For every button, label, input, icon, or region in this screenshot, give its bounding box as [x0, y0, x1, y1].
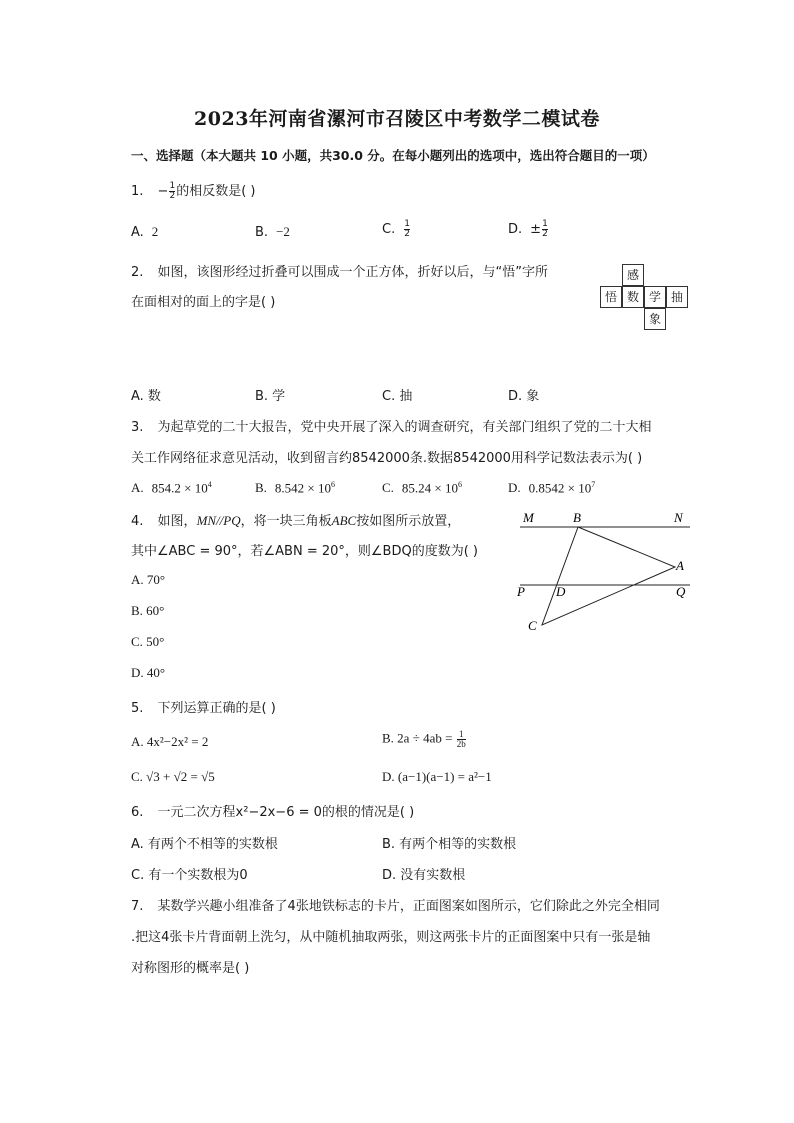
label-a: A — [676, 558, 684, 573]
q2-option-c[interactable]: C. 抽 — [382, 389, 413, 404]
q2-option-b[interactable]: B. 学 — [255, 389, 286, 404]
page-title: 2023年河南省漯河市召陵区中考数学二模试卷 — [194, 108, 600, 130]
question-text-line1: 某数学兴趣小组准备了4张地铁标志的卡片，正面图案如图所示，它们除此之外完全相同 — [157, 899, 660, 914]
q2-option-d[interactable]: D. 象 — [508, 389, 540, 404]
q6-option-a[interactable]: A. 有两个不相等的实数根 — [131, 837, 278, 852]
q5-option-d[interactable]: D. (a−1)(a−1) = a²−1 — [382, 769, 492, 784]
math-mn-pq: MN//PQ — [196, 513, 241, 528]
parallel-lines-triangle-figure — [510, 505, 700, 635]
label-m: M — [523, 510, 534, 525]
question-number: 7. — [131, 899, 144, 914]
question-2-line2: 在面相对的面上的字是( ) — [131, 295, 276, 310]
label-c: C — [528, 618, 537, 633]
question-2 — [131, 261, 548, 280]
q3-option-c[interactable]: C. $85.24 \times 10^6$ — [382, 480, 463, 496]
q4-option-c[interactable]: C. 50° — [131, 634, 165, 649]
label-n: N — [674, 510, 683, 525]
q4-option-b[interactable]: B. 60° — [131, 603, 165, 618]
question-number: 5. — [131, 701, 144, 716]
q2-option-a[interactable]: A. 数 — [131, 389, 161, 404]
question-text: 的相反数是( ) — [176, 184, 256, 199]
net-cell-mid: 数 — [622, 286, 644, 308]
q6-option-c[interactable]: C. 有一个实数根为0 — [131, 868, 248, 883]
math-abc: ABC — [331, 513, 357, 528]
q1-option-a[interactable]: A. 2 — [131, 224, 159, 240]
question-4-line2: 其中∠ABC = 90°，若∠ABN = 20°，则∠BDQ的度数为( ) — [131, 544, 478, 559]
q3-option-b[interactable]: B. $8.542 \times 10^6$ — [255, 480, 336, 496]
net-cell-right: 抽 — [666, 286, 688, 308]
question-text-line1: 如图，该图形经过折叠可以围成一个正方体，折好以后，与“悟”字所 — [157, 265, 549, 280]
question-number: 6. — [131, 805, 144, 820]
label-q: Q — [676, 584, 686, 599]
question-3-line2: 关工作网络征求意见活动，收到留言约8542000条.数据8542000用科学记数法表示为( ) — [131, 451, 643, 466]
question-4: 4. 如图，MN//PQ，将一块三角板ABC按如图所示放置， — [131, 513, 461, 529]
label-b: B — [573, 510, 581, 525]
q3-option-a[interactable]: A. $854.2 \times 10^4$ — [131, 480, 212, 496]
minus-sign: − — [157, 184, 169, 199]
q5-option-a[interactable]: A. 4x²−2x² = 2 — [131, 734, 209, 749]
q6-option-d[interactable]: D. 没有实数根 — [382, 868, 466, 883]
net-cell-left: 悟 — [600, 286, 622, 308]
q6-option-b[interactable]: B. 有两个相等的实数根 — [382, 837, 517, 852]
q5-option-c[interactable]: C. √3 + √2 = √5 — [131, 769, 215, 784]
question-7 — [131, 895, 660, 914]
question-number: 2. — [131, 265, 144, 280]
question-7-line2: .把这4张卡片背面朝上洗匀，从中随机抽取两张，则这两张卡片的正面图案中只有一张是轴 — [131, 930, 651, 945]
question-text: 一元二次方程x²−2x−6 = 0的根的情况是( ) — [157, 805, 415, 820]
net-cell-mid2: 学 — [644, 286, 666, 308]
q1-option-c[interactable]: C. $\frac{1}{2}$ — [382, 219, 410, 239]
label-p: P — [517, 584, 525, 599]
q4-option-d[interactable]: D. 40° — [131, 665, 166, 680]
question-number: 3. — [131, 420, 144, 435]
q1-option-d[interactable]: D. ± $\frac{1}{2}$ — [508, 219, 548, 239]
question-3 — [131, 416, 652, 435]
q5-option-b[interactable]: B. 2a ÷ 4ab = $\frac{1}{2b}$ — [382, 729, 466, 749]
question-number: 4. — [131, 514, 144, 529]
question-number: 1. — [131, 184, 144, 199]
label-d: D — [556, 584, 566, 599]
question-text: 下列运算正确的是( ) — [157, 701, 276, 716]
net-cell-top: 感 — [622, 264, 644, 286]
question-1 — [131, 180, 255, 201]
question-7-line3: 对称图形的概率是( ) — [131, 961, 250, 976]
q1-option-b[interactable]: B. −2 — [255, 224, 290, 240]
triangle-abc — [542, 527, 675, 625]
section-heading: 一、选择题（本大题共 10 小题，共30.0 分。在每小题列出的选项中，选出符合题目的一项） — [131, 148, 655, 163]
q3-option-d[interactable]: D. $0.8542 \times 10^7$ — [508, 480, 596, 496]
net-cell-bottom: 象 — [644, 308, 666, 330]
question-text-line1: 为起草党的二十大报告，党中央开展了深入的调查研究，有关部门组织了党的二十大相 — [157, 420, 652, 435]
fraction: $\frac{1}{2}$ — [169, 181, 176, 201]
question-6 — [131, 801, 414, 820]
q4-option-a[interactable]: A. 70° — [131, 572, 166, 587]
question-5 — [131, 697, 276, 716]
